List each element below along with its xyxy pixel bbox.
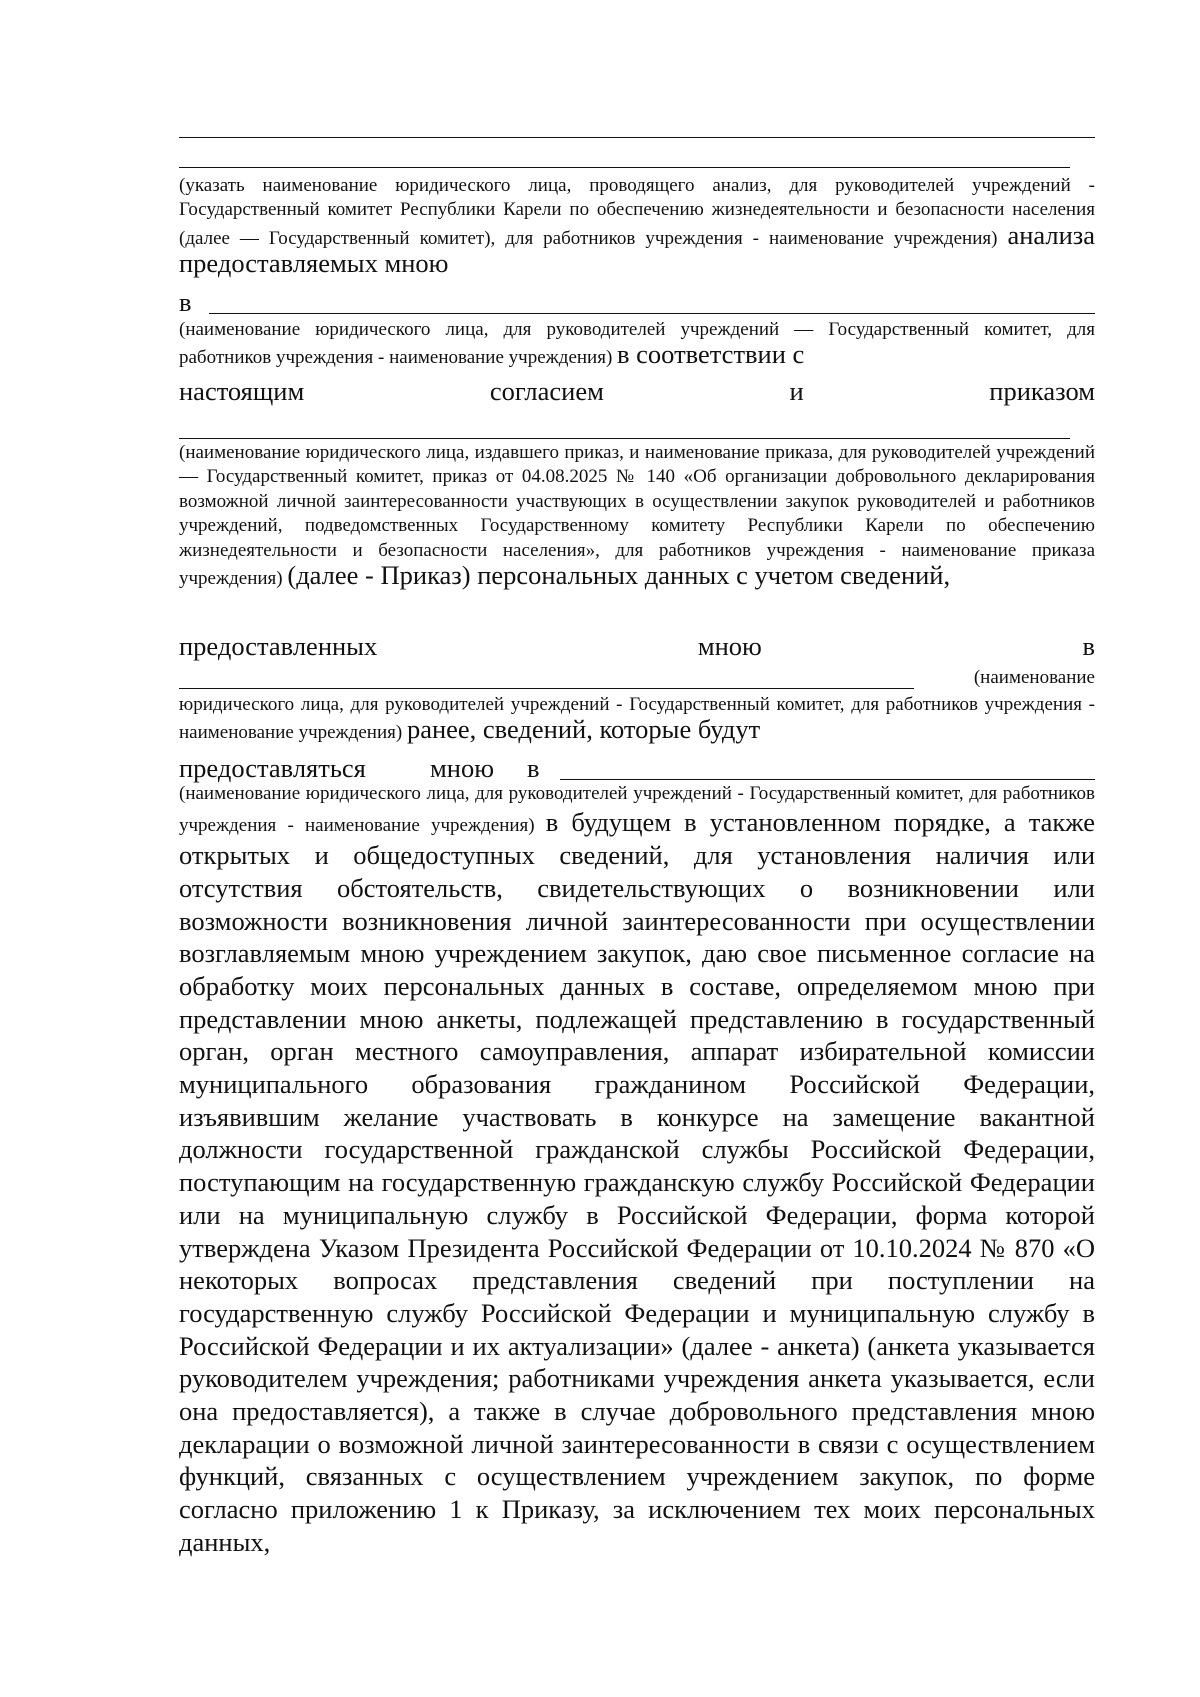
word: в	[527, 753, 540, 783]
word: в	[1082, 631, 1095, 661]
consent-text: в соответствии с	[617, 339, 805, 370]
consent-text: (далее - Приказ) персональных данных с учетом сведений,	[287, 560, 951, 591]
word: мною	[697, 631, 762, 661]
consent-line	[179, 375, 1095, 407]
blank-line	[179, 438, 1070, 439]
note-start: (наименование	[973, 667, 1095, 688]
consent-line	[179, 630, 1095, 662]
note-legal-entity: юридического лица, для руководителей учреждений - Государственный комитет, для работников учреждения - наименование учреждения) ранее, сведений, которые будут	[179, 694, 1095, 745]
consent-body: в будущем в установленном порядке, а также открытых и общедоступных сведений, для установления наличия или отсутствия обстоятельств, свидетельствующих о возникновении или возможности возникновения личной заинтересованности при осуществлении возглавляемым мною учреждением закупок, даю свое письменное согласие на обработку моих персональных данных в составе, определяемом мною при представлении мною анкеты, подлежащей представлению в государственный орган, орган местного самоуправления, аппарат избирательной комиссии муниципального образования гражданином Российской Федерации, изъявившим желание участвовать в конкурсе на замещение вакантной должности государственной гражданской службы Российской Федерации, поступающим на государственную гражданскую службу Российской Федерации или на муниципальную службу в Российской Федерации, форма которой утверждена Указом Президента Российской Федерации от 10.10.2024 № 870 «О некоторых вопросах представления сведений при поступлении на государственную службу Российской Федерации и муниципальную службу в Российской Федерации и их актуализации» (далее - анкета) (анкета указывается руководителем учреждения; работниками учреждения анкета указывается, если она предоставляется), а также в случае добровольного представления мною декларации о возможной личной заинтересованности в связи с осуществлением функций, связанных с осуществлением учреждением закупок, по форме согласно приложению 1 к Приказу, за исключением тех моих персональных данных,	[179, 807, 1096, 1557]
word: предоставленных	[179, 631, 378, 661]
blank-line	[179, 137, 1095, 138]
word: предоставляться	[179, 753, 366, 783]
blank-line	[179, 167, 1070, 168]
blank-line	[560, 779, 1095, 780]
note-legal-entity: (наименование юридического лица, для руководителей учреждений - Государственный комитет, для работников учреждения - наименование учреждения)	[179, 783, 1095, 837]
note-legal-entity-analysis: (указать наименование юридического лица, проводящего анализ, для руководителей учреждений - Государственный комитет Республики Карели по обеспечению жизнедеятельности и безопасности населения (далее — Государственный комитет), для работников учреждения - наименование учреждения) анализа предоставляемых мною	[179, 175, 1096, 279]
preposition-text: в	[179, 287, 192, 317]
blank-line	[209, 313, 1095, 314]
word: мною	[430, 753, 494, 783]
consent-text: анализа предоставляемых мною	[179, 219, 1096, 279]
note-order: (наименование юридического лица, издавшего приказ, и наименование приказа, для руководителей учреждений — Государственный комитет, приказ от 04.08.2025 № 140 «Об организации добровольного декларирования возможной личной заинтересованности участвующих в осуществлении закупок руководителей и работников учреждений, подведомственных Государственному комитету Республики Карели по обеспечению жизнедеятельности и безопасности населения», для работников учреждения - наименование приказа учреждения) (далее - Приказ) персональных данных с учетом сведений,	[179, 442, 1095, 591]
main-consent-paragraph	[179, 782, 1095, 1559]
consent-text: ранее, сведений, которые будут	[406, 714, 761, 745]
word: и	[789, 376, 804, 406]
note-legal-entity: (наименование юридического лица, для руководителей учреждений — Государственный комитет, для работников учреждения - наименование учреждения) в соответствии с	[179, 319, 1095, 370]
blank-line	[179, 688, 914, 689]
word: приказом	[989, 376, 1095, 406]
word: согласием	[489, 376, 604, 406]
word: настоящим	[179, 376, 305, 406]
